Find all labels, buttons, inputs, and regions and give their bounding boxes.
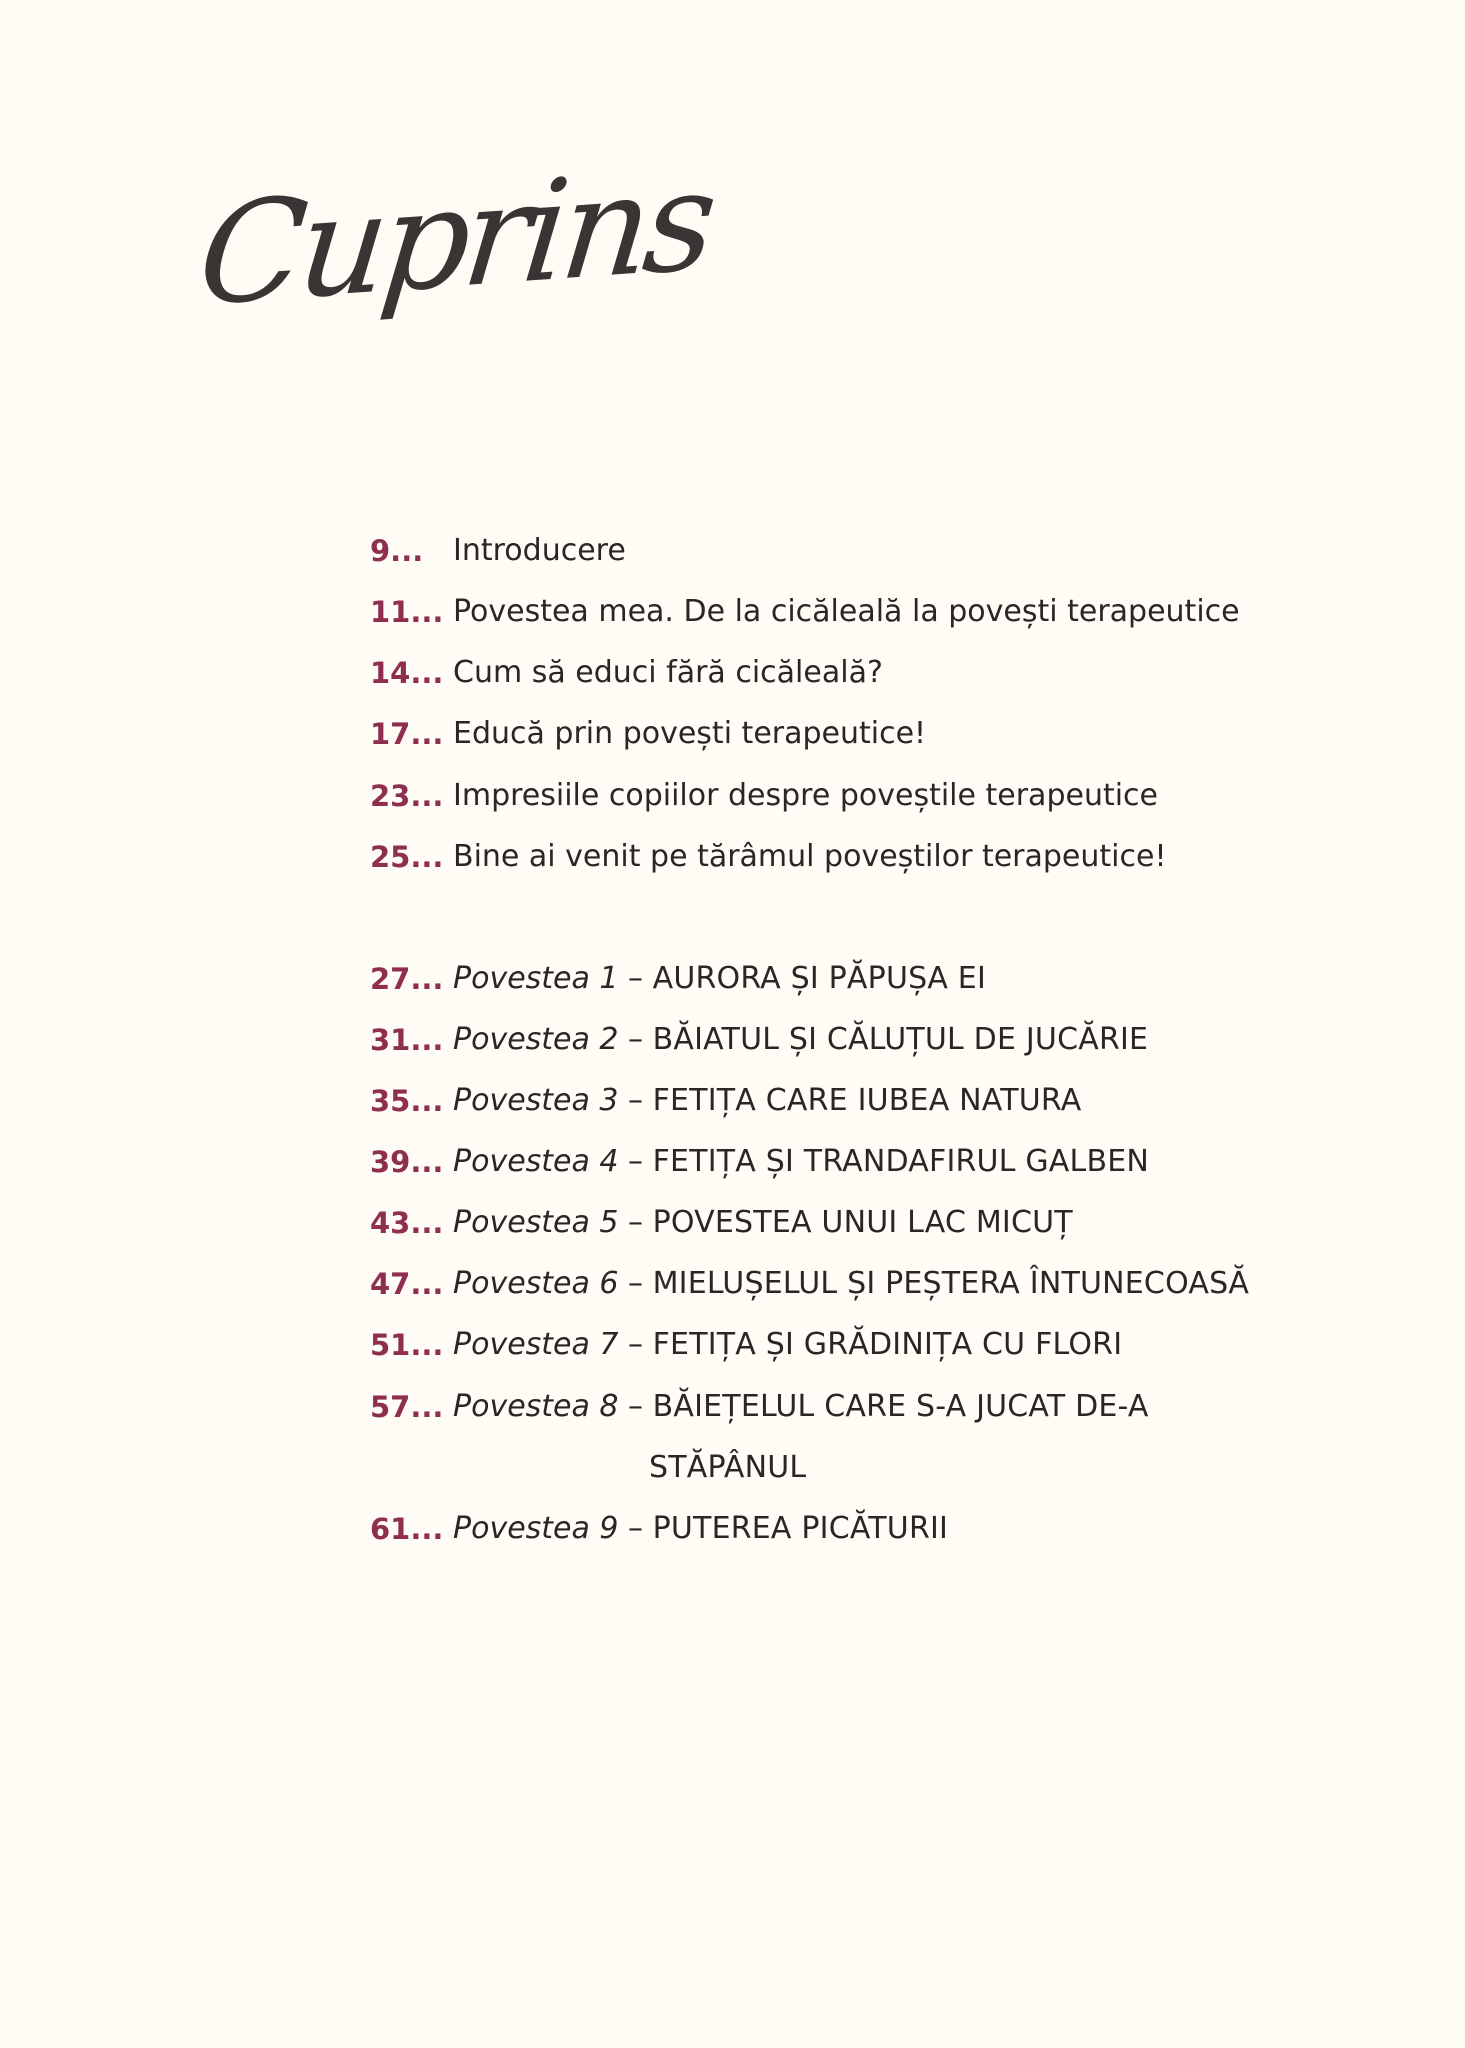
entry-title: Educă prin povești terapeutice!	[453, 716, 927, 751]
separator: –	[618, 1022, 653, 1057]
separator: –	[618, 1205, 653, 1240]
page-title: Cuprins	[191, 138, 719, 338]
story-title: POVESTEA UNUI LAC MICUȚ	[652, 1205, 1073, 1240]
entry-title: Cum să educi fără cicăleală?	[453, 655, 883, 690]
story-title: FETIȚA ȘI TRANDAFIRUL GALBEN	[652, 1144, 1150, 1179]
story-title: AURORA ȘI PĂPUȘA EI	[652, 961, 987, 996]
separator: –	[618, 1144, 653, 1179]
story-label: Povestea 1	[453, 961, 619, 996]
page-number: 43...	[370, 1206, 444, 1240]
page-number: 17...	[370, 717, 444, 751]
story-label: Povestea 7	[453, 1327, 619, 1362]
page-number: 51...	[370, 1328, 444, 1362]
separator: –	[618, 1266, 653, 1301]
page-number: 57...	[370, 1390, 444, 1424]
story-title: BĂIEȚELUL CARE S-A JUCAT DE-A	[652, 1389, 1149, 1424]
story-label: Povestea 6	[453, 1266, 619, 1301]
story-title: PUTEREA PICĂTURII	[652, 1511, 949, 1546]
entry-title: Povestea mea. De la cicăleală la povești terapeutice	[453, 594, 1240, 629]
separator: –	[618, 1511, 653, 1546]
story-label: Povestea 4	[453, 1144, 619, 1179]
page-number: 47...	[370, 1267, 444, 1301]
entry-title: Impresiile copiilor despre poveștile terapeutice	[453, 778, 1158, 813]
page-number: 39...	[370, 1145, 444, 1179]
page-number: 31...	[370, 1023, 444, 1057]
story-title-continuation: STĂPÂNUL	[649, 1450, 807, 1485]
story-title: BĂIATUL ȘI CĂLUȚUL DE JUCĂRIE	[652, 1022, 1149, 1057]
page-number: 35...	[370, 1084, 444, 1118]
story-label: Povestea 8	[453, 1389, 619, 1424]
story-title: FETIȚA ȘI GRĂDINIȚA CU FLORI	[652, 1327, 1123, 1362]
story-title: FETIȚA CARE IUBEA NATURA	[652, 1083, 1082, 1118]
separator: –	[618, 1083, 653, 1118]
page-number: 61...	[370, 1512, 444, 1546]
separator: –	[618, 1389, 653, 1424]
entry-title: Bine ai venit pe tărâmul poveștilor terapeutice!	[453, 839, 1167, 874]
page-number: 23...	[370, 779, 444, 813]
page-number: 11...	[370, 595, 444, 629]
story-label: Povestea 9	[453, 1511, 619, 1546]
story-label: Povestea 3	[453, 1083, 619, 1118]
story-label: Povestea 5	[453, 1205, 619, 1240]
separator: –	[618, 1327, 653, 1362]
page-number: 14...	[370, 656, 444, 690]
story-title: MIELUȘELUL ȘI PEȘTERA ÎNTUNECOASĂ	[652, 1266, 1250, 1301]
separator: –	[618, 961, 653, 996]
page-number: 9...	[370, 534, 424, 568]
story-label: Povestea 2	[453, 1022, 619, 1057]
page-number: 27...	[370, 962, 444, 996]
page-number: 25...	[370, 840, 444, 874]
entry-title: Introducere	[453, 533, 626, 568]
